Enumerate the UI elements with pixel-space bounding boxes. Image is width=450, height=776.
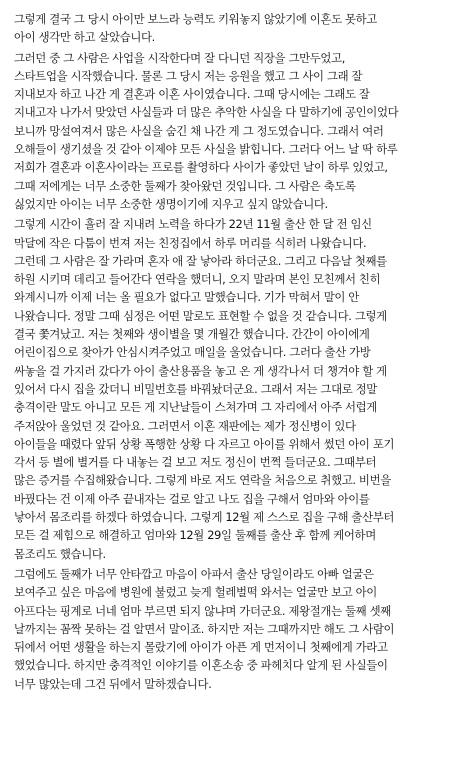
text-line: 아이들을 때렸다 앞뒤 상황 폭행한 상황 다 자르고 아이를 위해서 썼던 아이 포기 <box>14 436 395 451</box>
text-line: 있어서 다시 집을 갔더니 비밀번호를 바꿔놨더군요. 그래서 저는 그대로 정말 <box>14 381 377 396</box>
paragraph <box>14 215 442 563</box>
text-line: 모든 걸 제힘으로 해결하고 엄마와 12월 29일 둘째를 출산 후 함께 케어하며 <box>14 528 376 543</box>
text-line: 결국 쫓겨났고. 저는 첫째와 생이별을 몇 개월간 했습니다. 간간이 아이에게 <box>14 327 370 342</box>
text-line: 그러던 중 그 사람은 사업을 시작한다며 잘 다니던 직장을 그만두었고, <box>14 50 346 65</box>
text-line: 각서 등 별에 별거를 다 내놓는 걸 보고 저도 정신이 번쩍 들더군요. 그때부터 <box>14 455 377 470</box>
text-line: 지내보자 하고 나간 게 결혼과 이혼 사이였습니다. 그때 당시에는 그래도 잘 <box>14 87 370 102</box>
text-line: 싫었지만 아이는 너무 소중한 생명이기에 지우고 싶지 않았습니다. <box>14 196 328 211</box>
text-line: 와계시니까 이제 너는 올 필요가 없다고 말했습니다. 기가 막혀서 말이 안 <box>14 290 359 305</box>
text-line: 그때 저에게는 너무 소중한 둘째가 찾아왔던 것입니다. 그 사람은 축도록 <box>14 178 356 193</box>
text-line: 어린이집으로 찾아가 안심시켜주었고 매일을 울었습니다. 그러다 출산 가방 <box>14 345 371 360</box>
text-line: 바꿨다는 건 이제 아주 끝내자는 걸로 알고 나도 집을 구해서 엄마와 아이를 <box>14 491 370 506</box>
text-line: 그런데 그 사람은 잘 가라며 혼자 애 잘 낳아라 하더군요. 그리고 다음날 첫째를 <box>14 253 387 268</box>
text-line: 그럼에도 둘째가 너무 안타깝고 마음이 아파서 출산 당일이라도 아빠 얼굴은 <box>14 566 374 581</box>
text-line: 몸조리도 했습니다. <box>14 546 106 561</box>
text-line: 너무 많았는데 그건 뒤에서 말하겠습니다. <box>14 676 212 691</box>
text-line: 그렇게 시간이 흘러 잘 지내려 노력을 하다가 22년 11월 출산 한 달 전 임신 <box>14 217 372 232</box>
text-line: 보여주고 싶은 마음에 병원에 불렀고 늦게 헐레벌떡 와서는 얼굴만 보고 아이 <box>14 585 377 600</box>
text-line: 했었습니다. 하지만 충격적인 이야기를 이혼소송 중 파헤치다 알게 된 사실들이 <box>14 658 388 673</box>
text-line: 스타트업을 시작했습니다. 물론 그 당시 저는 응원을 했고 그 사이 그래 잘 <box>14 68 363 83</box>
text-line: 오해들이 생기셨을 것 같아 이제야 모든 사실을 밝힙니다. 그러다 어느 날 딱 하루 <box>14 142 398 157</box>
text-line: 지내고자 나가서 맞았던 사실들과 더 많은 추악한 사실을 다 말하기에 공인이었다 <box>14 105 399 120</box>
text-line: 날까지는 꼼짝 못하는 걸 알면서 말이죠. 하지만 저는 그때까지만 해도 그 사람이 <box>14 621 395 636</box>
text-line: 저희가 결혼과 이혼사이라는 프로를 촬영하다 사이가 좋았던 날이 하루 있었고, <box>14 160 388 175</box>
paragraph <box>14 10 442 47</box>
text-line: 그렇게 결국 그 당시 아이만 보느라 능력도 키워놓지 않았기에 이혼도 못하고 <box>14 12 377 26</box>
text-line: 충격이란 말도 아니고 모든 게 지난날들이 스쳐가며 그 자리에서 아주 서럽게 <box>14 400 377 415</box>
text-line: 막달에 작은 다툼이 번져 저는 친정집에서 하루 머리를 식히러 나왔습니다. <box>14 235 367 250</box>
paragraph <box>14 49 442 214</box>
text-line: 낳아서 몸조리를 하겠다 하였습니다. 그렇게 12월 제 스스로 집을 구해 출산부터 <box>14 510 395 525</box>
text-line: 뒤에서 어떤 생활을 하는지 몰랐기에 아이가 아픈 게 먼저이니 첫째에게 가라고 <box>14 640 388 655</box>
text-line: 싸놓을 걸 가지러 갔다가 아이 출산용품을 놓고 온 게 생각나서 더 챙겨야 할 게 <box>14 363 387 378</box>
text-line: 하원 시키며 데리고 들어간다 연락을 했더니, 오지 말라며 본인 모친께서 친히 <box>14 272 381 287</box>
text-line: 주저앉아 울었던 것 같아요. 그러면서 이혼 재판에는 제가 정신병이 있다 <box>14 418 356 433</box>
paragraph <box>14 565 442 693</box>
text-line: 많은 증거를 수집해왔습니다. 그렇게 바로 저도 연락을 처음으로 취했고. 비번을 <box>14 473 391 488</box>
text-line: 나왔습니다. 정말 그때 심정은 어떤 말로도 표현할 수 없을 것 같습니다. 그렇게 <box>14 308 387 323</box>
text-line: 아이 생각만 하고 살았습니다. <box>14 30 155 45</box>
text-line: 보니까 망설여져서 많은 사실을 숨긴 채 나간 게 그 정도였습니다. 그래서 여러 <box>14 123 384 138</box>
text-line: 아프다는 핑계로 너네 엄마 부르면 되지 않냐며 가더군요. 제왕절개는 둘째 셋째 <box>14 603 391 618</box>
